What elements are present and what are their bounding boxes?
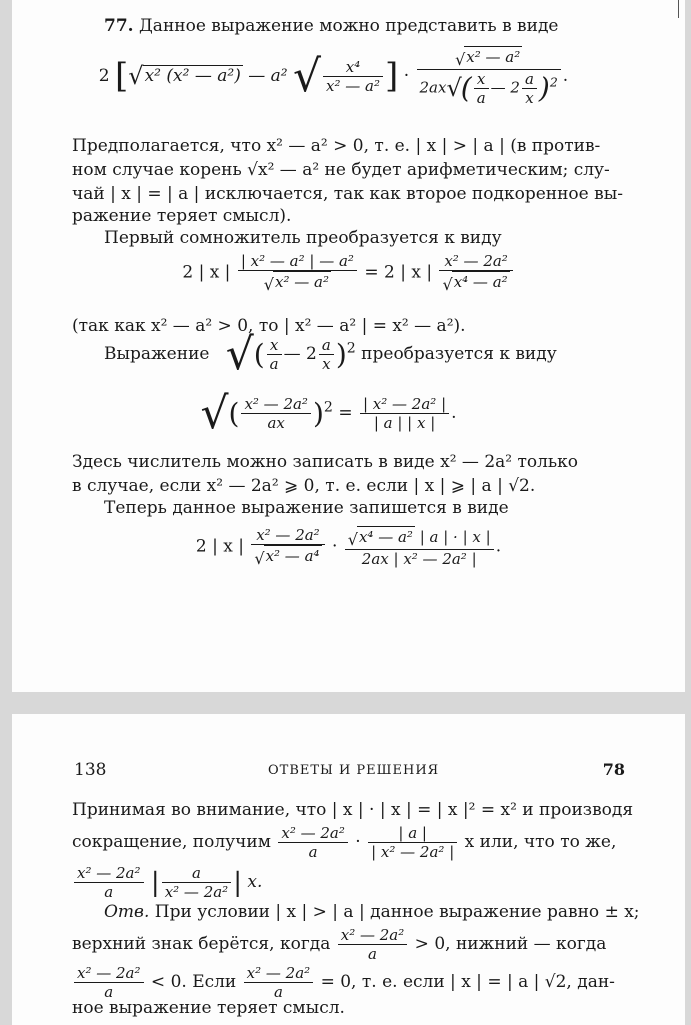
expr2-lhs-pre: 2 | x | xyxy=(182,262,231,283)
l2-post: x или, что то же, xyxy=(464,832,617,852)
answer-label: Отв. xyxy=(104,902,150,922)
p2-line-5 xyxy=(72,926,606,963)
expr2-lhs-den-wrap: √x² — a² xyxy=(263,273,329,294)
expression-2 xyxy=(12,252,685,294)
page-bottom-sheet xyxy=(12,714,685,1025)
p2-line-4 xyxy=(104,902,640,922)
l6-frac2-den: a xyxy=(273,983,283,1001)
l3-post: x. xyxy=(247,872,263,892)
expr1-coef: 2 xyxy=(98,66,110,86)
expr4-frac1 xyxy=(251,526,324,568)
p4-frac1-den: a xyxy=(269,355,279,373)
expr4-frac2 xyxy=(345,526,494,568)
paragraph-1-line-4: ражение теряет смысл). xyxy=(72,206,292,226)
l5-frac xyxy=(338,926,408,963)
expr1-dot: · xyxy=(403,66,410,86)
expr1-inner-den1: a xyxy=(476,89,486,107)
expr1-inner-den2: x xyxy=(525,89,534,107)
expr2-rhs-num: x² — 2a² xyxy=(439,252,512,271)
l6-frac2-num: x² — 2a² xyxy=(244,964,314,983)
expr1-frac-2 xyxy=(417,46,561,107)
expr1-frac2-num: √x² — a² xyxy=(417,46,561,70)
expr4-end: . xyxy=(495,536,502,557)
expr1-end: . xyxy=(562,66,569,86)
expr1-radical-sign: √ xyxy=(128,62,144,90)
l6-mid: < 0. Если xyxy=(150,972,237,992)
l2-dot: · xyxy=(355,832,361,852)
l3-frac2-den: x² — 2a² xyxy=(164,883,229,901)
l6-post: = 0, т. е. если | x | = | a | √2, дан- xyxy=(320,972,615,992)
expr1-frac1-den: x² — a² xyxy=(326,77,381,95)
l2-frac1-num: x² — 2a² xyxy=(278,824,348,843)
l5-pre: верхний знак берётся, когда xyxy=(72,934,331,954)
expr4-pre: 2 | x | xyxy=(195,536,244,557)
p4-frac2-den: x xyxy=(322,355,331,373)
p2-line-2 xyxy=(72,824,616,861)
expr1-bracket-open: [ xyxy=(115,56,129,96)
expr1-frac2-den-pre: 2ax xyxy=(419,78,447,97)
page-number: 138 xyxy=(74,760,107,780)
p4-post: преобразуется к виду xyxy=(361,344,557,364)
expr3-radical: √ xyxy=(200,388,229,439)
l2-pre: сокращение, получим xyxy=(72,832,271,852)
l3-frac2 xyxy=(162,864,232,901)
expr4-frac1-den: x² — a⁴ xyxy=(265,547,320,565)
expression-4 xyxy=(12,526,685,568)
l6-frac1-den: a xyxy=(104,983,114,1001)
l3-frac2-num: a xyxy=(162,864,232,883)
l6-frac2 xyxy=(244,964,314,1001)
expression-1 xyxy=(0,46,685,107)
p4-minus: — 2 xyxy=(283,344,317,364)
expr4-frac2-num: √x⁴ — a² | a | · | x | xyxy=(345,526,494,550)
expr3-end: . xyxy=(451,403,457,423)
paragraph-1-line-3: чай | x | = | a | исключается, так как второе подкоренное вы- xyxy=(72,184,623,204)
problem-intro: Данное выражение можно представить в виде xyxy=(138,16,559,36)
expr3-eq: = xyxy=(338,403,353,423)
expr1-inner-minus: — 2 xyxy=(490,78,520,97)
p4-frac1 xyxy=(267,336,282,373)
expr2-lhs-den: x² — a² xyxy=(275,273,329,291)
expr1-radicand: x² (x² — a²) xyxy=(144,66,241,86)
expr1-inner-exp: 2 xyxy=(549,74,558,90)
l6-frac1 xyxy=(74,964,144,1001)
paragraph-2: Первый сомножитель преобразуется к виду xyxy=(104,228,502,248)
expression-3: √( $\frac{\text{x² — 2a²}}{ax}$ )$^2$ = $\frac{\text{| x² — 2a² |}}{| a | | x |}$ . xyxy=(200,388,457,439)
p2-line-7: ное выражение теряет смысл. xyxy=(72,998,345,1018)
expr4-frac2-num-post: | a | · | x | xyxy=(419,528,491,546)
expr2-lhs-frac xyxy=(238,252,357,294)
l4-text: При условии | x | > | a | данное выражение равно ± x; xyxy=(154,902,640,922)
paragraph-1-line-1: Предполагается, что x² — a² > 0, т. е. | x | > | a | (в против- xyxy=(72,136,601,156)
expr1-inner-num2: a xyxy=(522,70,537,89)
expr3-exp: 2 xyxy=(323,399,333,416)
expr3-inner-den: ax xyxy=(267,414,285,432)
expr3-inner-num: x² — 2a² xyxy=(241,395,311,414)
p4-pre: Выражение xyxy=(104,344,210,364)
p4-frac2 xyxy=(319,336,334,373)
expr1-frac2-num-rad: x² — a² xyxy=(466,48,521,66)
l5-frac-num: x² — 2a² xyxy=(338,926,408,945)
expr2-eq: = xyxy=(364,262,379,283)
l2-frac2 xyxy=(368,824,457,861)
paragraph-3: (так как x² — a² > 0, то | x² — a² | = x² — a²). xyxy=(72,316,466,336)
expr1-bracket-close: ] xyxy=(385,56,399,96)
l2-frac1 xyxy=(278,824,348,861)
expr3-rhs-num: | x² — 2a² | xyxy=(360,395,449,414)
expr1-radical-sign-2: √ xyxy=(293,51,322,102)
expr2-rhs-den: x⁴ — a² xyxy=(453,273,508,291)
expr1-frac-1 xyxy=(323,58,383,95)
expr1-frac1-num: x⁴ xyxy=(323,58,383,77)
page-edge-mark xyxy=(678,0,679,18)
p2-line-3: $\frac{\text{x² — 2a²}}{a}$ | $\frac{a}{\text{x² — 2a²}}$ | x. xyxy=(72,864,262,901)
p4-frac1-num: x xyxy=(267,336,282,355)
section-number: 78 xyxy=(602,760,625,779)
running-title: ОТВЕТЫ И РЕШЕНИЯ xyxy=(268,763,440,778)
expr3-inner-frac xyxy=(241,395,311,432)
l3-frac1-den: a xyxy=(104,883,114,901)
expr4-frac1-den-wrap: √x² — a⁴ xyxy=(254,547,320,568)
expr1-minus-a2: — a² xyxy=(248,66,288,86)
paragraph-5-line-1: Здесь числитель можно записать в виде x² — 2a² только xyxy=(72,452,579,472)
paragraph-4: Выражение √( $\frac{x}{a}$ — 2 $\frac{a}{x}$ )$^2$ преобразуется к виду xyxy=(104,329,557,380)
paragraph-5-line-2: в случае, если x² — 2a² ⩾ 0, т. е. если | x | ⩾ | a | √2. xyxy=(72,476,536,496)
l2-frac1-den: a xyxy=(308,843,318,861)
expr3-rhs-den: | a | | x | xyxy=(373,414,436,432)
p4-exp: 2 xyxy=(346,340,356,357)
l2-frac2-den: | x² — 2a² | xyxy=(371,843,455,861)
l2-frac2-num: | a | xyxy=(368,824,457,843)
problem-intro-line xyxy=(104,16,558,36)
problem-number: 77. xyxy=(104,16,134,36)
expr2-rhs-frac xyxy=(439,252,512,294)
l5-post: > 0, нижний — когда xyxy=(414,934,607,954)
l6-frac1-num: x² — 2a² xyxy=(74,964,144,983)
expr4-dot: · xyxy=(331,536,338,557)
p2-line-6 xyxy=(72,964,615,1001)
p4-radical: √ xyxy=(225,329,254,380)
paragraph-1-line-2: ном случае корень √x² — a² не будет арифметическим; слу- xyxy=(72,160,610,180)
expr2-lhs-num: | x² — a² | — a² xyxy=(238,252,357,271)
expr2-rhs-pre: 2 | x | xyxy=(384,262,433,283)
l3-frac1-num: x² — 2a² xyxy=(74,864,144,883)
paragraph-6: Теперь данное выражение запишется в виде xyxy=(104,498,509,518)
expr3-rhs-frac xyxy=(360,395,449,432)
p2-line-1: Принимая во внимание, что | x | · | x | = | x |² = x² и производя xyxy=(72,800,634,820)
expr4-frac2-den: 2ax | x² — 2a² | xyxy=(361,550,477,568)
l5-frac-den: a xyxy=(368,945,377,963)
l3-frac1 xyxy=(74,864,144,901)
expr2-rhs-den-wrap: √x⁴ — a² xyxy=(442,273,508,294)
p4-frac2-num: a xyxy=(319,336,334,355)
page-top-sheet xyxy=(12,0,685,692)
expr1-inner-num1: x xyxy=(474,70,489,89)
expr4-frac1-num: x² — 2a² xyxy=(251,526,324,545)
expr4-frac2-num-rad: x⁴ — a² xyxy=(358,528,413,546)
expr1-frac2-den: 2ax√( $\frac{x}{a}$ — 2 $\frac{a}{x}$ )$^2$ xyxy=(419,70,558,107)
